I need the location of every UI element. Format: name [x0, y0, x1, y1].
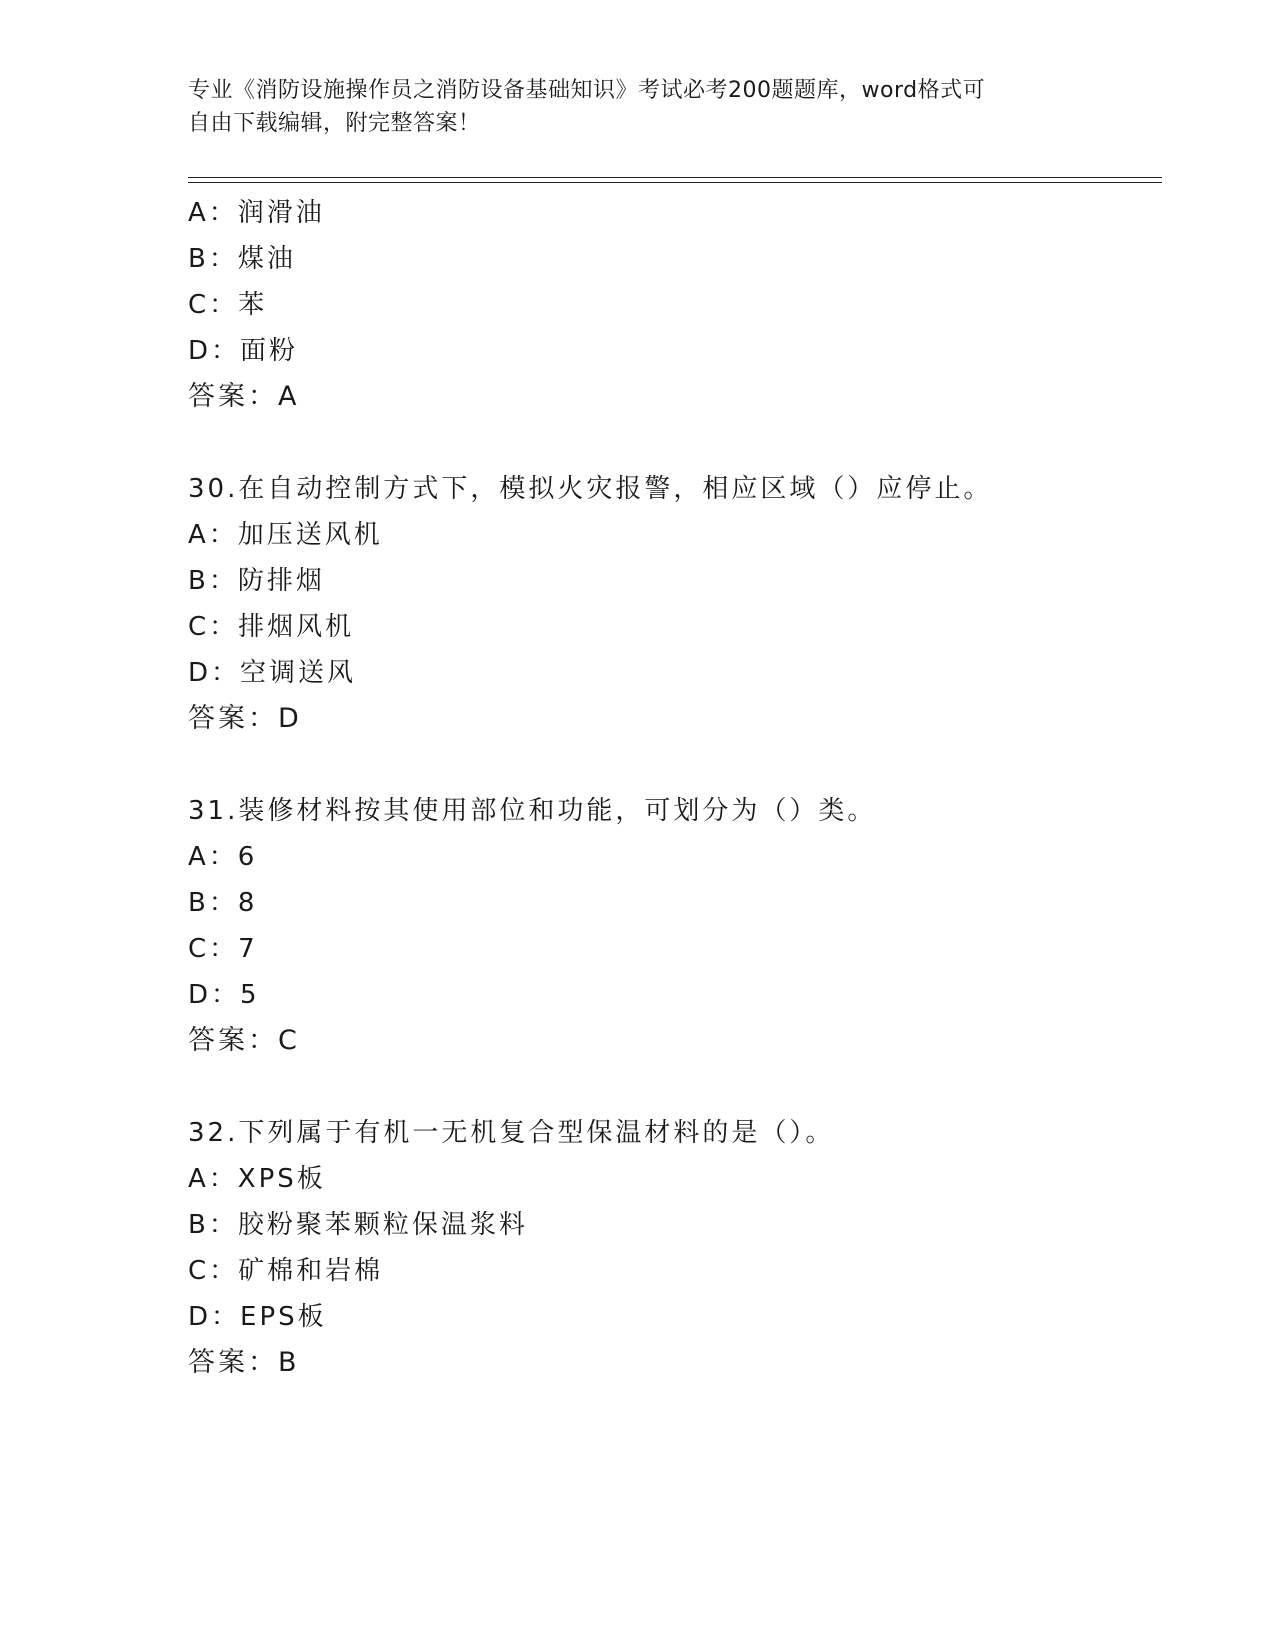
question-text: 30.在自动控制方式下，模拟火灾报警，相应区域（）应停止。 [188, 474, 993, 504]
question-list [188, 190, 1162, 1386]
option-d: D：5 [188, 980, 260, 1010]
question-text: 32.下列属于有机一无机复合型保温材料的是（）。 [188, 1118, 835, 1148]
option-d: D：空调送风 [188, 658, 357, 688]
header-line-1: 专业《消防设施操作员之消防设备基础知识》考试必考200题题库，word格式可 [188, 78, 986, 103]
partial-question [188, 190, 1162, 420]
option-d: D：EPS板 [188, 1302, 327, 1332]
header-divider-secondary [188, 182, 1162, 183]
header-line-2: 自由下载编辑，附完整答案！ [188, 111, 481, 136]
header-divider [188, 177, 1162, 178]
document-header [188, 74, 1088, 140]
option-d: D：面粉 [188, 336, 299, 366]
answer: 答案：B [188, 1347, 300, 1378]
option-a: A：润滑油 [188, 198, 325, 228]
spacer [188, 420, 1162, 466]
option-c: C：苯 [188, 290, 268, 320]
question-32 [188, 1110, 1162, 1386]
answer: 答案：A [188, 381, 300, 412]
option-b: B：防排烟 [188, 566, 325, 596]
question-30 [188, 466, 1162, 742]
option-b: B：胶粉聚苯颗粒保温浆料 [188, 1210, 528, 1240]
spacer [188, 742, 1162, 788]
option-a: A：6 [188, 842, 258, 872]
question-text: 31.装修材料按其使用部位和功能，可划分为（）类。 [188, 796, 877, 826]
option-c: C：矿棉和岩棉 [188, 1256, 384, 1286]
answer: 答案：C [188, 1025, 300, 1056]
option-c: C：7 [188, 934, 258, 964]
option-a: A：加压送风机 [188, 520, 383, 550]
option-a: A：XPS板 [188, 1164, 326, 1194]
option-b: B：8 [188, 888, 258, 918]
spacer [188, 1064, 1162, 1110]
answer: 答案：D [188, 703, 302, 734]
option-b: B：煤油 [188, 244, 296, 274]
question-31 [188, 788, 1162, 1064]
option-c: C：排烟风机 [188, 612, 355, 642]
